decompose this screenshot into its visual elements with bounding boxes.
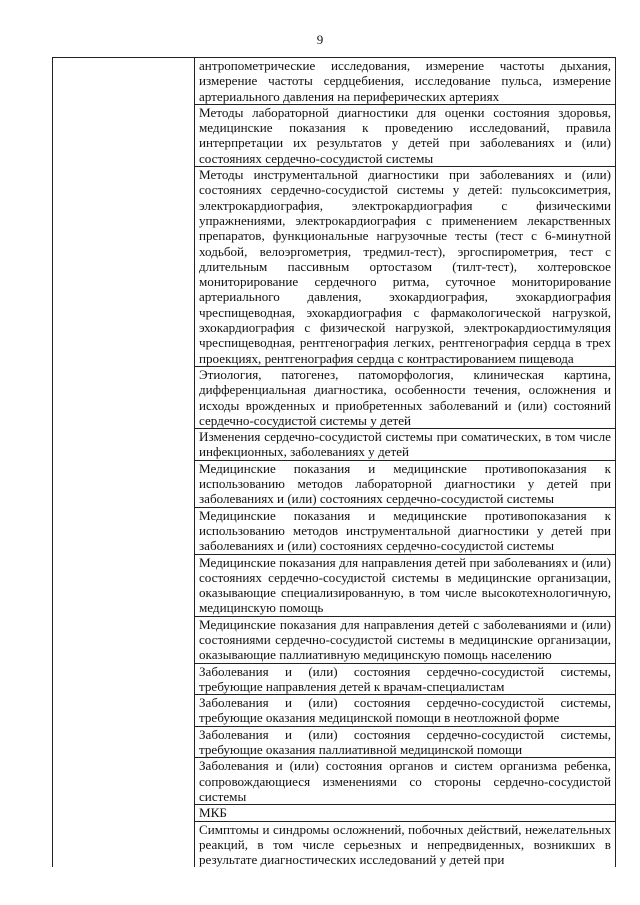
knowledge-cell [195,167,616,367]
knowledge-text: антропометрические исследования, измерение частоты дыхания, измерение частоты сердцебиения, исследование пульса, измерение артериального давления на периферических артериях [199,58,611,104]
knowledge-text: Заболевания и (или) состояния сердечно-сосудистой системы, требующие оказания медицинской помощи в неотложной форме [199,695,611,726]
knowledge-cell [195,429,616,461]
label-cell [53,58,195,868]
knowledge-cell [195,554,616,616]
knowledge-text: МКБ [199,805,227,821]
knowledge-text: Медицинские показания для направления детей с заболеваниями и (или) состояниями сердечно-сосудистой системы в медицинские организации, оказывающие паллиативную медицинскую помощь населению [199,616,611,663]
knowledge-text: Заболевания и (или) состояния сердечно-сосудистой системы, требующие оказания паллиативной медицинской помощи [199,726,611,758]
knowledge-text: Заболевания и (или) состояния сердечно-сосудистой системы, требующие направления детей к врачам-специалистам [199,663,611,694]
knowledge-text: Этиология, патогенез, патоморфология, клиническая картина, дифференциальная диагностика, особенности течения, осложнения и исходы врожденных и приобретенных заболеваний и (или) состояний сердечно-сосудистой системы у детей [199,366,611,428]
knowledge-cell [195,104,616,166]
knowledge-text: Методы лабораторной диагностики для оценки состояния здоровья, медицинские показания к проведению исследований, правила интерпретации их результатов у детей при заболеваниях и (или) состояниях сердечно-сосудистой системы [199,104,611,166]
requirements-table [52,57,616,867]
table-row [53,58,616,105]
knowledge-cell [195,507,616,554]
knowledge-cell [195,58,616,105]
knowledge-cell [195,616,616,663]
knowledge-cell [195,366,616,428]
knowledge-cell [195,821,616,867]
knowledge-cell [195,695,616,727]
knowledge-cell [195,805,616,821]
knowledge-text: Изменения сердечно-сосудистой системы при соматических, в том числе инфекционных, заболеваниях у детей [199,429,611,460]
knowledge-cell [195,663,616,695]
knowledge-text: Симптомы и синдромы осложнений, побочных действий, нежелательных реакций, в том числе серьезных и непредвиденных, возникших в результате диагностических исследований у детей при [199,821,611,868]
knowledge-text: Методы инструментальной диагностики при заболеваниях и (или) состояниях сердечно-сосудистой системы у детей: пульсоксиметрия, электрокардиография, электрокардиография с физическими упражнениями, электрокардиография с применением лекарственных препаратов, функциональные нагрузочные тесты (тест с 6-минутной ходьбой, велоэргометрия, тредмил-тест), эргоспирометрия, тест с длительным пассивным ортостазом (тилт-тест), холтеровское мониторирование сердечного ритма, суточное мониторирование артериального давления, эхокардиография, эхокардиография чреспищеводная, эхокардиография с фармакологической нагрузкой, эхокардиография с физической нагрузкой, электрокардиостимуляция чреспищеводная, рентгенография легких, рентгенография сердца в трех проекциях, рентгенография сердца с контрастированием пищевода [199,167,611,366]
knowledge-cell [195,460,616,507]
knowledge-text: Заболевания и (или) состояния органов и систем организма ребенка, сопровождающиеся изменениями со стороны сердечно-сосудистой системы [199,758,611,804]
knowledge-cell [195,726,616,758]
knowledge-text: Медицинские показания и медицинские противопоказания к использованию методов инструментальной диагностики у детей при заболеваниях и (или) состояниях сердечно-сосудистой системы [199,507,611,554]
knowledge-text: Медицинские показания для направления детей при заболеваниях и (или) состояниях сердечно-сосудистой системы в медицинские организации, оказывающие специализированную, в том числе высокотехнологичную, медицинскую помощь [199,554,611,616]
knowledge-cell [195,758,616,805]
knowledge-text: Медицинские показания и медицинские противопоказания к использованию методов лабораторной диагностики у детей при заболеваниях и (или) состояниях сердечно-сосудистой системы [199,460,611,507]
page-number: 9 [316,32,324,47]
